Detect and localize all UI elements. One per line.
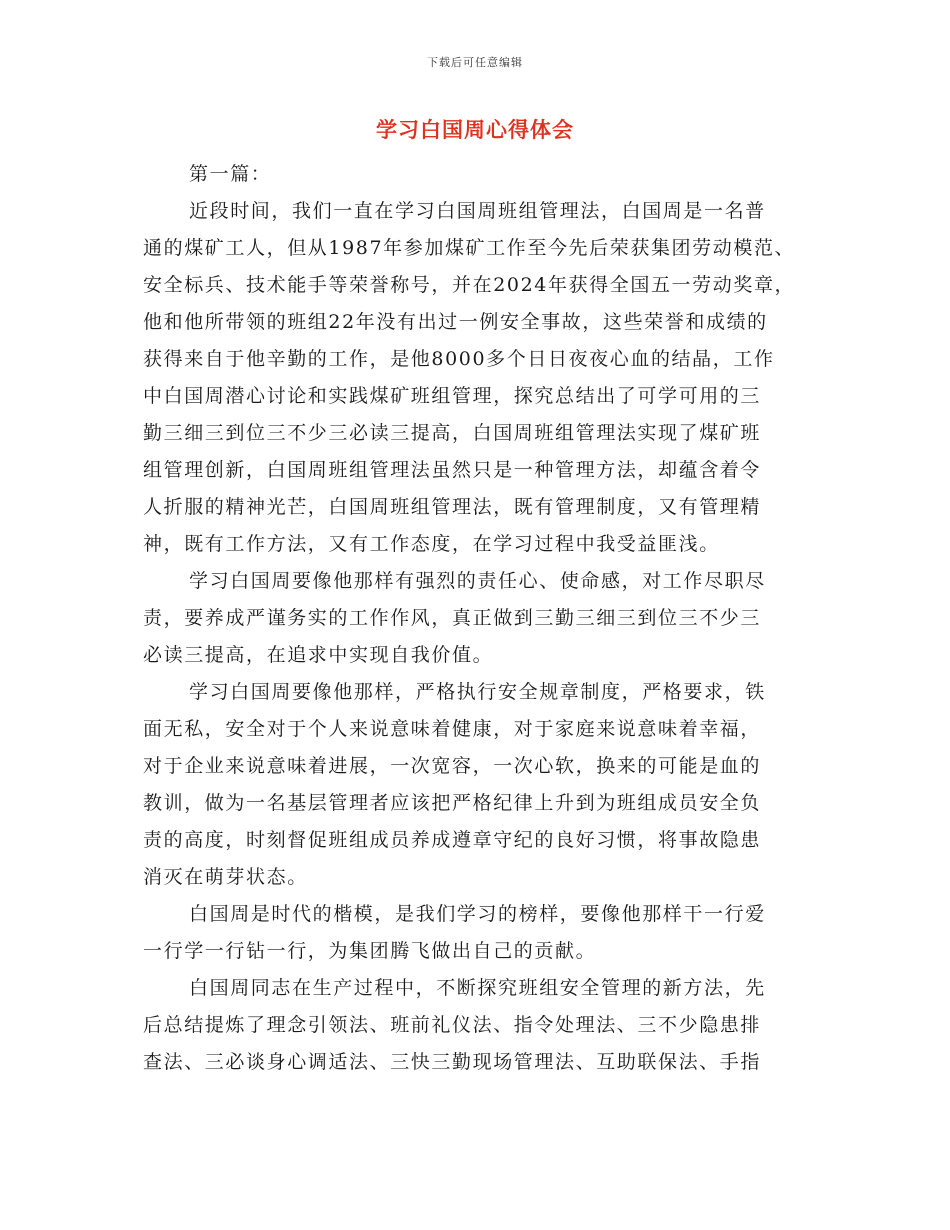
text-line: 学习白国周要像他那样有强烈的责任心、使命感，对工作尽职尽 <box>189 570 766 592</box>
text-line: 中白国周潜心讨论和实践煤矿班组管理，探究总结出了可学可用的三 <box>143 385 762 407</box>
text-line: 后总结提炼了理念引领法、班前礼仪法、指令处理法、三不少隐患排 <box>143 1014 762 1036</box>
text-line: 获得来自于他辛勤的工作，是他8000多个日日夜夜心血的结晶，工作 <box>143 348 775 370</box>
text-line: 必读三提高，在追求中实现自我价值。 <box>143 644 494 666</box>
document-body <box>143 156 805 1081</box>
text-line: 组管理创新，白国周班组管理法虽然只是一种管理方法，却蕴含着令 <box>143 459 762 481</box>
text-line: 一行学一行钻一行，为集团腾飞做出自己的贡献。 <box>143 940 597 962</box>
paragraph <box>143 970 805 1081</box>
document-title: 学习白国周心得体会 <box>376 117 574 142</box>
text-line: 白国周同志在生产过程中，不断探究班组安全管理的新方法，先 <box>189 977 766 999</box>
text-line: 人折服的精神光芒，白国周班组管理法，既有管理制度，又有管理精 <box>143 496 762 518</box>
header-note: 下载后可任意编辑 <box>427 56 523 69</box>
text-line: 学习白国周要像他那样，严格执行安全规章制度，严格要求，铁 <box>189 681 766 703</box>
paragraph <box>143 193 805 563</box>
text-line: 他和他所带领的班组22年没有出过一例安全事故，这些荣誉和成绩的 <box>143 311 768 333</box>
text-line: 责的高度，时刻督促班组成员养成遵章守纪的良好习惯，将事故隐患 <box>143 829 762 851</box>
text-line: 白国周是时代的楷模，是我们学习的榜样，要像他那样干一行爱 <box>189 903 766 925</box>
text-line: 近段时间，我们一直在学习白国周班组管理法，白国周是一名普 <box>189 200 766 222</box>
text-line: 第一篇： <box>189 163 272 185</box>
text-line: 面无私，安全对于个人来说意味着健康，对于家庭来说意味着幸福， <box>143 718 762 740</box>
text-line: 通的煤矿工人，但从1987年参加煤矿工作至今先后荣获集团劳动模范、 <box>143 237 796 259</box>
text-line: 安全标兵、技术能手等荣誉称号，并在2024年获得全国五一劳动奖章， <box>143 274 796 296</box>
text-line: 教训，做为一名基层管理者应该把严格纪律上升到为班组成员安全负 <box>143 792 762 814</box>
paragraph <box>143 156 805 193</box>
text-line: 查法、三必谈身心调适法、三快三勤现场管理法、互助联保法、手指 <box>143 1051 762 1073</box>
paragraph <box>143 896 805 970</box>
text-line: 对于企业来说意味着进展，一次宽容，一次心软，换来的可能是血的 <box>143 755 762 777</box>
text-line: 责，要养成严谨务实的工作作风，真正做到三勤三细三到位三不少三 <box>143 607 762 629</box>
text-line: 勤三细三到位三不少三必读三提高，白国周班组管理法实现了煤矿班 <box>143 422 762 444</box>
paragraph <box>143 674 805 896</box>
text-line: 消灭在萌芽状态。 <box>143 866 308 888</box>
text-line: 神，既有工作方法，又有工作态度，在学习过程中我受益匪浅。 <box>143 533 720 555</box>
paragraph <box>143 563 805 674</box>
